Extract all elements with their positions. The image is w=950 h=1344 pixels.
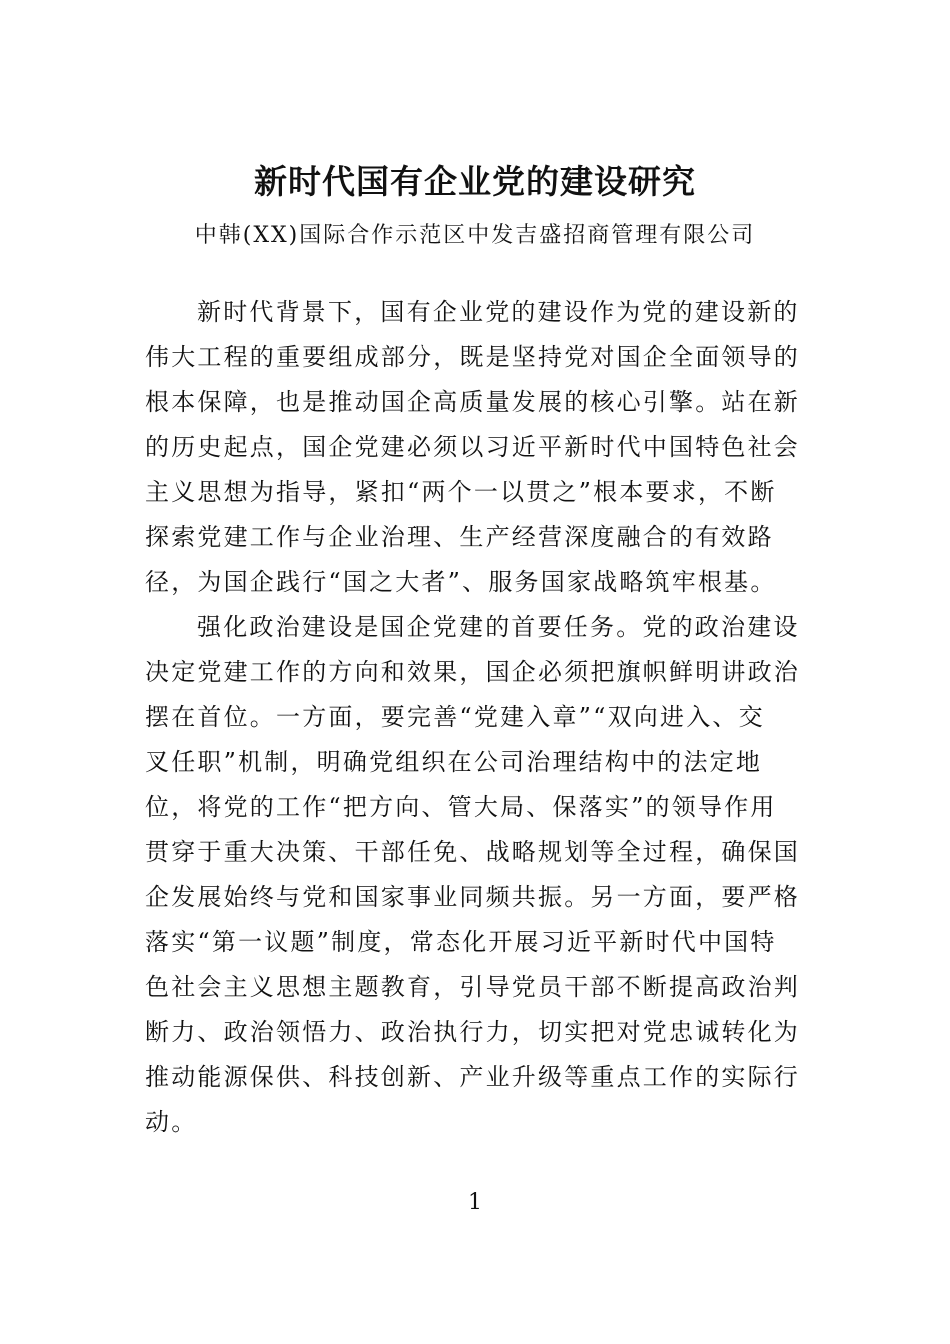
paragraph-line: 企发展始终与党和国家事业同频共振。另一方面，要严格 (145, 883, 800, 911)
paragraph-line: 根本保障，也是推动国企高质量发展的核心引擎。站在新 (145, 388, 800, 416)
author-organization: 中韩(XX)国际合作示范区中发吉盛招商管理有限公司 (194, 223, 756, 248)
paragraph-line: 叉任职”机制，明确党组织在公司治理结构中的法定地 (145, 748, 763, 776)
paragraph-line: 决定党建工作的方向和效果，国企必须把旗帜鲜明讲政治 (145, 658, 800, 686)
paragraph-line: 动。 (145, 1108, 198, 1136)
document-body (145, 290, 800, 1145)
paragraph-line: 径，为国企践行“国之大者”、服务国家战略筑牢根基。 (145, 568, 777, 596)
paragraph-line: 落实“第一议题”制度，常态化开展习近平新时代中国特 (145, 928, 777, 956)
paragraph-1 (145, 290, 800, 605)
paragraph-line: 贯穿于重大决策、干部任免、战略规划等全过程，确保国 (145, 838, 800, 866)
page-number: 1 (468, 1190, 482, 1215)
paragraph-line: 位，将党的工作“把方向、管大局、保落实”的领导作用 (145, 793, 777, 821)
paragraph-line: 断力、政治领悟力、政治执行力，切实把对党忠诚转化为 (145, 1018, 800, 1046)
paragraph-line: 新时代背景下，国有企业党的建设作为党的建设新的 (197, 298, 800, 326)
paragraph-line: 探索党建工作与企业治理、生产经营深度融合的有效路 (145, 523, 774, 551)
paragraph-line: 色社会主义思想主题教育，引导党员干部不断提高政治判 (145, 973, 800, 1001)
paragraph-line: 主义思想为指导，紧扣“两个一以贯之”根本要求，不断 (145, 478, 777, 506)
paragraph-line: 推动能源保供、科技创新、产业升级等重点工作的实际行 (145, 1063, 800, 1091)
paragraph-line: 摆在首位。一方面，要完善“党建入章”“双向进入、交 (145, 703, 765, 731)
paragraph-line: 强化政治建设是国企党建的首要任务。党的政治建设 (197, 613, 800, 641)
paragraph-2 (145, 605, 800, 1145)
document-title: 新时代国有企业党的建设研究 (254, 162, 696, 201)
paragraph-line: 伟大工程的重要组成部分，既是坚持党对国企全面领导的 (145, 343, 800, 371)
paragraph-line: 的历史起点，国企党建必须以习近平新时代中国特色社会 (145, 433, 800, 461)
